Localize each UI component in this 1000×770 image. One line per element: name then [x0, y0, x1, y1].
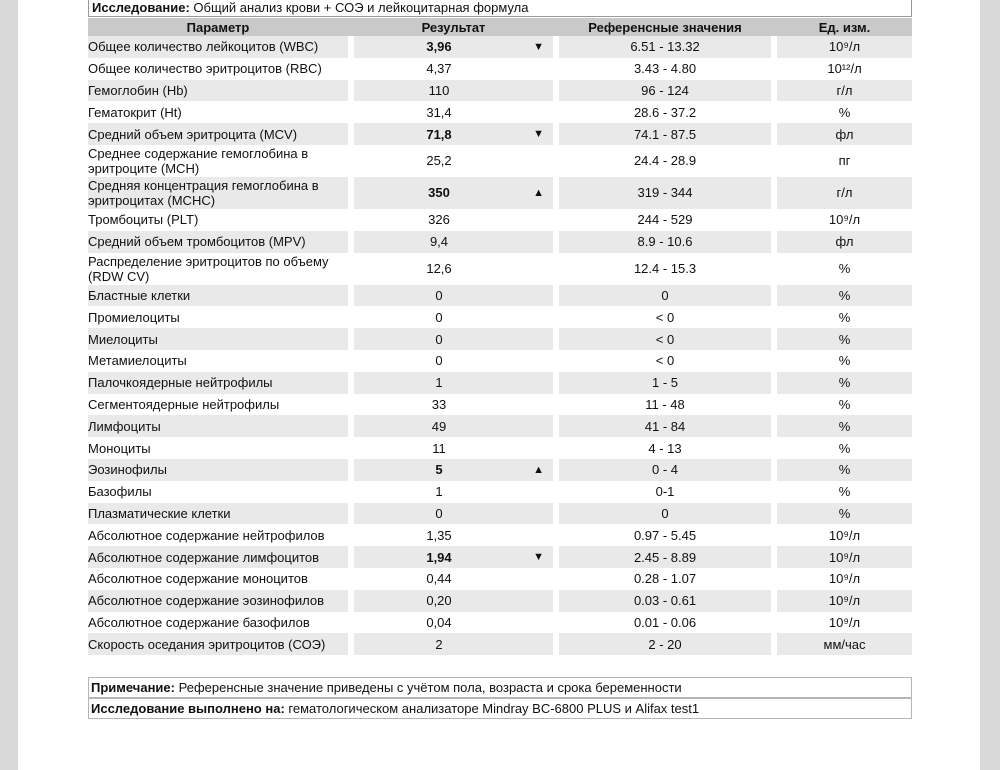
unit-cell: % [838, 309, 851, 325]
result-cell: 2 [354, 633, 524, 655]
results-body [88, 36, 912, 655]
param-cell: Метамиелоциты [88, 353, 187, 369]
table-row [88, 568, 912, 590]
param-cell: Сегментоядерные нейтрофилы [88, 396, 280, 412]
column-header-result: Результат [354, 18, 553, 36]
reference-cell: 41 - 84 [559, 415, 771, 437]
table-row [88, 123, 912, 145]
result-cell: 31,4 [426, 104, 452, 120]
result-cell: 4,37 [426, 61, 452, 77]
flag-indicator [524, 231, 553, 253]
param-cell: Общее количество эритроцитов (RBC) [88, 61, 322, 77]
result-cell: 1 [354, 372, 524, 394]
flag-indicator [524, 481, 553, 503]
reference-cell: 74.1 - 87.5 [559, 123, 771, 145]
unit-cell: % [838, 484, 851, 500]
reference-cell: 8.9 - 10.6 [559, 231, 771, 253]
reference-cell: 0-1 [655, 484, 675, 500]
results-table [88, 18, 912, 655]
flag-indicator [524, 590, 553, 612]
table-row [88, 437, 912, 459]
param-cell: Распределение эритроцитов по объему (RDW CV) [88, 253, 329, 284]
unit-cell: 10⁹/л [828, 527, 861, 543]
reference-cell: < 0 [655, 353, 675, 369]
result-cell: 0 [435, 309, 443, 325]
reference-cell: 0.03 - 0.61 [559, 590, 771, 612]
flag-indicator [524, 285, 553, 307]
result-cell: 0,04 [426, 614, 452, 630]
param-cell: Моноциты [88, 440, 151, 456]
table-row [88, 633, 912, 655]
flag-indicator: ▼ [524, 123, 553, 145]
reference-cell: 1 - 5 [559, 372, 771, 394]
param-cell: Тромбоциты (PLT) [88, 212, 199, 228]
result-cell: 326 [428, 212, 450, 228]
reference-cell: 244 - 529 [637, 212, 693, 228]
param-cell: Общее количество лейкоцитов (WBC) [88, 36, 348, 58]
param-cell: Средняя концентрация гемоглобина в эритроцитах (MCHC) [88, 177, 348, 209]
reference-cell: 3.43 - 4.80 [633, 61, 697, 77]
flag-indicator [524, 253, 553, 285]
flag-indicator [524, 80, 553, 102]
param-cell: Бластные клетки [88, 285, 348, 307]
result-cell: 1 [435, 484, 443, 500]
column-header-param: Параметр [88, 18, 348, 36]
unit-cell: 10⁹/л [777, 36, 912, 58]
result-cell: 12,6 [426, 261, 452, 277]
flag-indicator: ▲ [524, 177, 553, 209]
unit-cell: % [777, 372, 912, 394]
unit-cell: % [777, 415, 912, 437]
unit-cell: фл [777, 231, 912, 253]
column-header-unit: Ед. изм. [777, 18, 912, 36]
param-cell: Средний объем эритроцита (MCV) [88, 123, 348, 145]
param-cell: Базофилы [88, 484, 152, 500]
result-cell: 3,96 [354, 36, 524, 58]
flag-indicator [524, 415, 553, 437]
result-cell: 33 [431, 396, 447, 412]
reference-cell: 2 - 20 [559, 633, 771, 655]
table-row [88, 524, 912, 546]
result-cell: 350 [354, 177, 524, 209]
param-cell: Среднее содержание гемоглобина в эритроците (MCH) [88, 145, 309, 176]
table-row [88, 80, 912, 102]
reference-cell: 0 [559, 503, 771, 525]
reference-cell: 24.4 - 28.9 [633, 153, 697, 169]
unit-cell: мм/час [777, 633, 912, 655]
unit-cell: 10⁹/л [777, 590, 912, 612]
param-cell: Промиелоциты [88, 309, 180, 325]
table-row [88, 253, 912, 285]
unit-cell: 10⁹/л [828, 571, 861, 587]
result-cell: 0,44 [426, 571, 452, 587]
table-row [88, 590, 912, 612]
unit-cell: % [838, 104, 851, 120]
table-row [88, 328, 912, 350]
table-row [88, 58, 912, 80]
flag-indicator [524, 524, 553, 546]
flag-indicator [524, 101, 553, 123]
result-cell: 0 [435, 353, 443, 369]
table-row [88, 145, 912, 177]
result-cell: 1,35 [426, 527, 452, 543]
table-header-row [88, 18, 912, 36]
note-box [88, 677, 912, 698]
flag-indicator [524, 58, 553, 80]
flag-indicator [524, 209, 553, 231]
flag-indicator: ▲ [524, 459, 553, 481]
flag-indicator [524, 503, 553, 525]
unit-cell: % [838, 440, 851, 456]
reference-cell: 28.6 - 37.2 [633, 104, 697, 120]
unit-cell: пг [838, 153, 851, 169]
analyzer-label: Исследование выполнено на: [91, 701, 285, 716]
param-cell: Абсолютное содержание базофилов [88, 614, 310, 630]
result-cell: 25,2 [426, 153, 452, 169]
flag-indicator [524, 612, 553, 634]
result-cell: 71,8 [354, 123, 524, 145]
result-cell: 11 [432, 440, 446, 456]
flag-indicator: ▼ [524, 36, 553, 58]
reference-cell: < 0 [655, 309, 675, 325]
param-cell: Средний объем тромбоцитов (MPV) [88, 231, 348, 253]
flag-indicator [524, 633, 553, 655]
table-row [88, 372, 912, 394]
table-row [88, 481, 912, 503]
param-cell: Скорость оседания эритроцитов (СОЭ) [88, 633, 348, 655]
table-row [88, 546, 912, 568]
unit-cell: 10⁹/л [777, 546, 912, 568]
flag-indicator [524, 568, 553, 590]
result-cell: 9,4 [354, 231, 524, 253]
reference-cell: 6.51 - 13.32 [559, 36, 771, 58]
unit-cell: фл [777, 123, 912, 145]
flag-indicator [524, 372, 553, 394]
table-row [88, 350, 912, 372]
table-row [88, 503, 912, 525]
unit-cell: % [838, 396, 851, 412]
table-row [88, 101, 912, 123]
table-row [88, 36, 912, 58]
unit-cell: 10⁹/л [828, 614, 861, 630]
param-cell: Абсолютное содержание нейтрофилов [88, 527, 325, 543]
unit-cell: % [838, 353, 851, 369]
reference-cell: 0.97 - 5.45 [633, 527, 697, 543]
flag-indicator [524, 328, 553, 350]
param-cell: Палочкоядерные нейтрофилы [88, 372, 348, 394]
table-row [88, 285, 912, 307]
result-cell: 0 [354, 328, 524, 350]
result-cell: 49 [354, 415, 524, 437]
table-row [88, 394, 912, 416]
flag-indicator [524, 394, 553, 416]
param-cell: Абсолютное содержание лимфоцитов [88, 546, 348, 568]
column-header-ref: Референсные значения [559, 18, 771, 36]
note-text: Референсные значение приведены с учётом пола, возраста и срока беременности [178, 680, 682, 695]
param-cell: Гематокрит (Ht) [88, 104, 182, 120]
reference-cell: 0 - 4 [559, 459, 771, 481]
table-row [88, 209, 912, 231]
result-cell: 110 [354, 80, 524, 102]
unit-cell: % [777, 328, 912, 350]
unit-cell: % [777, 503, 912, 525]
unit-cell: % [777, 285, 912, 307]
study-value: Общий анализ крови + СОЭ и лейкоцитарная формула [193, 0, 529, 15]
reference-cell: 4 - 13 [648, 440, 682, 456]
param-cell: Эозинофилы [88, 459, 348, 481]
flag-indicator [524, 306, 553, 328]
result-cell: 5 [354, 459, 524, 481]
result-cell: 0 [354, 503, 524, 525]
unit-cell: % [838, 261, 851, 277]
result-cell: 1,94 [354, 546, 524, 568]
reference-cell: 319 - 344 [559, 177, 771, 209]
flag-indicator [524, 350, 553, 372]
result-cell: 0,20 [354, 590, 524, 612]
analyzer-text: гематологическом анализаторе Mindray BC-6800 PLUS и Alifax test1 [288, 701, 700, 716]
study-header [88, 0, 912, 17]
reference-cell: 0.28 - 1.07 [633, 571, 697, 587]
reference-cell: 12.4 - 15.3 [633, 261, 697, 277]
table-row [88, 459, 912, 481]
reference-cell: 2.45 - 8.89 [559, 546, 771, 568]
table-row [88, 231, 912, 253]
result-cell: 0 [354, 285, 524, 307]
param-cell: Плазматические клетки [88, 503, 348, 525]
reference-cell: 0.01 - 0.06 [633, 614, 697, 630]
table-row [88, 177, 912, 209]
param-cell: Абсолютное содержание эозинофилов [88, 590, 348, 612]
note-label: Примечание: [91, 680, 175, 695]
param-cell: Абсолютное содержание моноцитов [88, 571, 308, 587]
study-label: Исследование: [92, 0, 190, 15]
unit-cell: г/л [777, 177, 912, 209]
reference-cell: < 0 [559, 328, 771, 350]
unit-cell: 10⁹/л [828, 212, 861, 228]
reference-cell: 11 - 48 [645, 396, 685, 412]
param-cell: Миелоциты [88, 328, 348, 350]
unit-cell: % [777, 459, 912, 481]
table-row [88, 415, 912, 437]
flag-indicator: ▼ [524, 546, 553, 568]
flag-indicator [524, 145, 553, 177]
table-row [88, 306, 912, 328]
flag-indicator [524, 437, 553, 459]
param-cell: Гемоглобин (Hb) [88, 80, 348, 102]
reference-cell: 0 [559, 285, 771, 307]
param-cell: Лимфоциты [88, 415, 348, 437]
unit-cell: г/л [777, 80, 912, 102]
analyzer-box [88, 698, 912, 719]
table-row [88, 612, 912, 634]
unit-cell: 10¹²/л [827, 61, 862, 77]
reference-cell: 96 - 124 [559, 80, 771, 102]
